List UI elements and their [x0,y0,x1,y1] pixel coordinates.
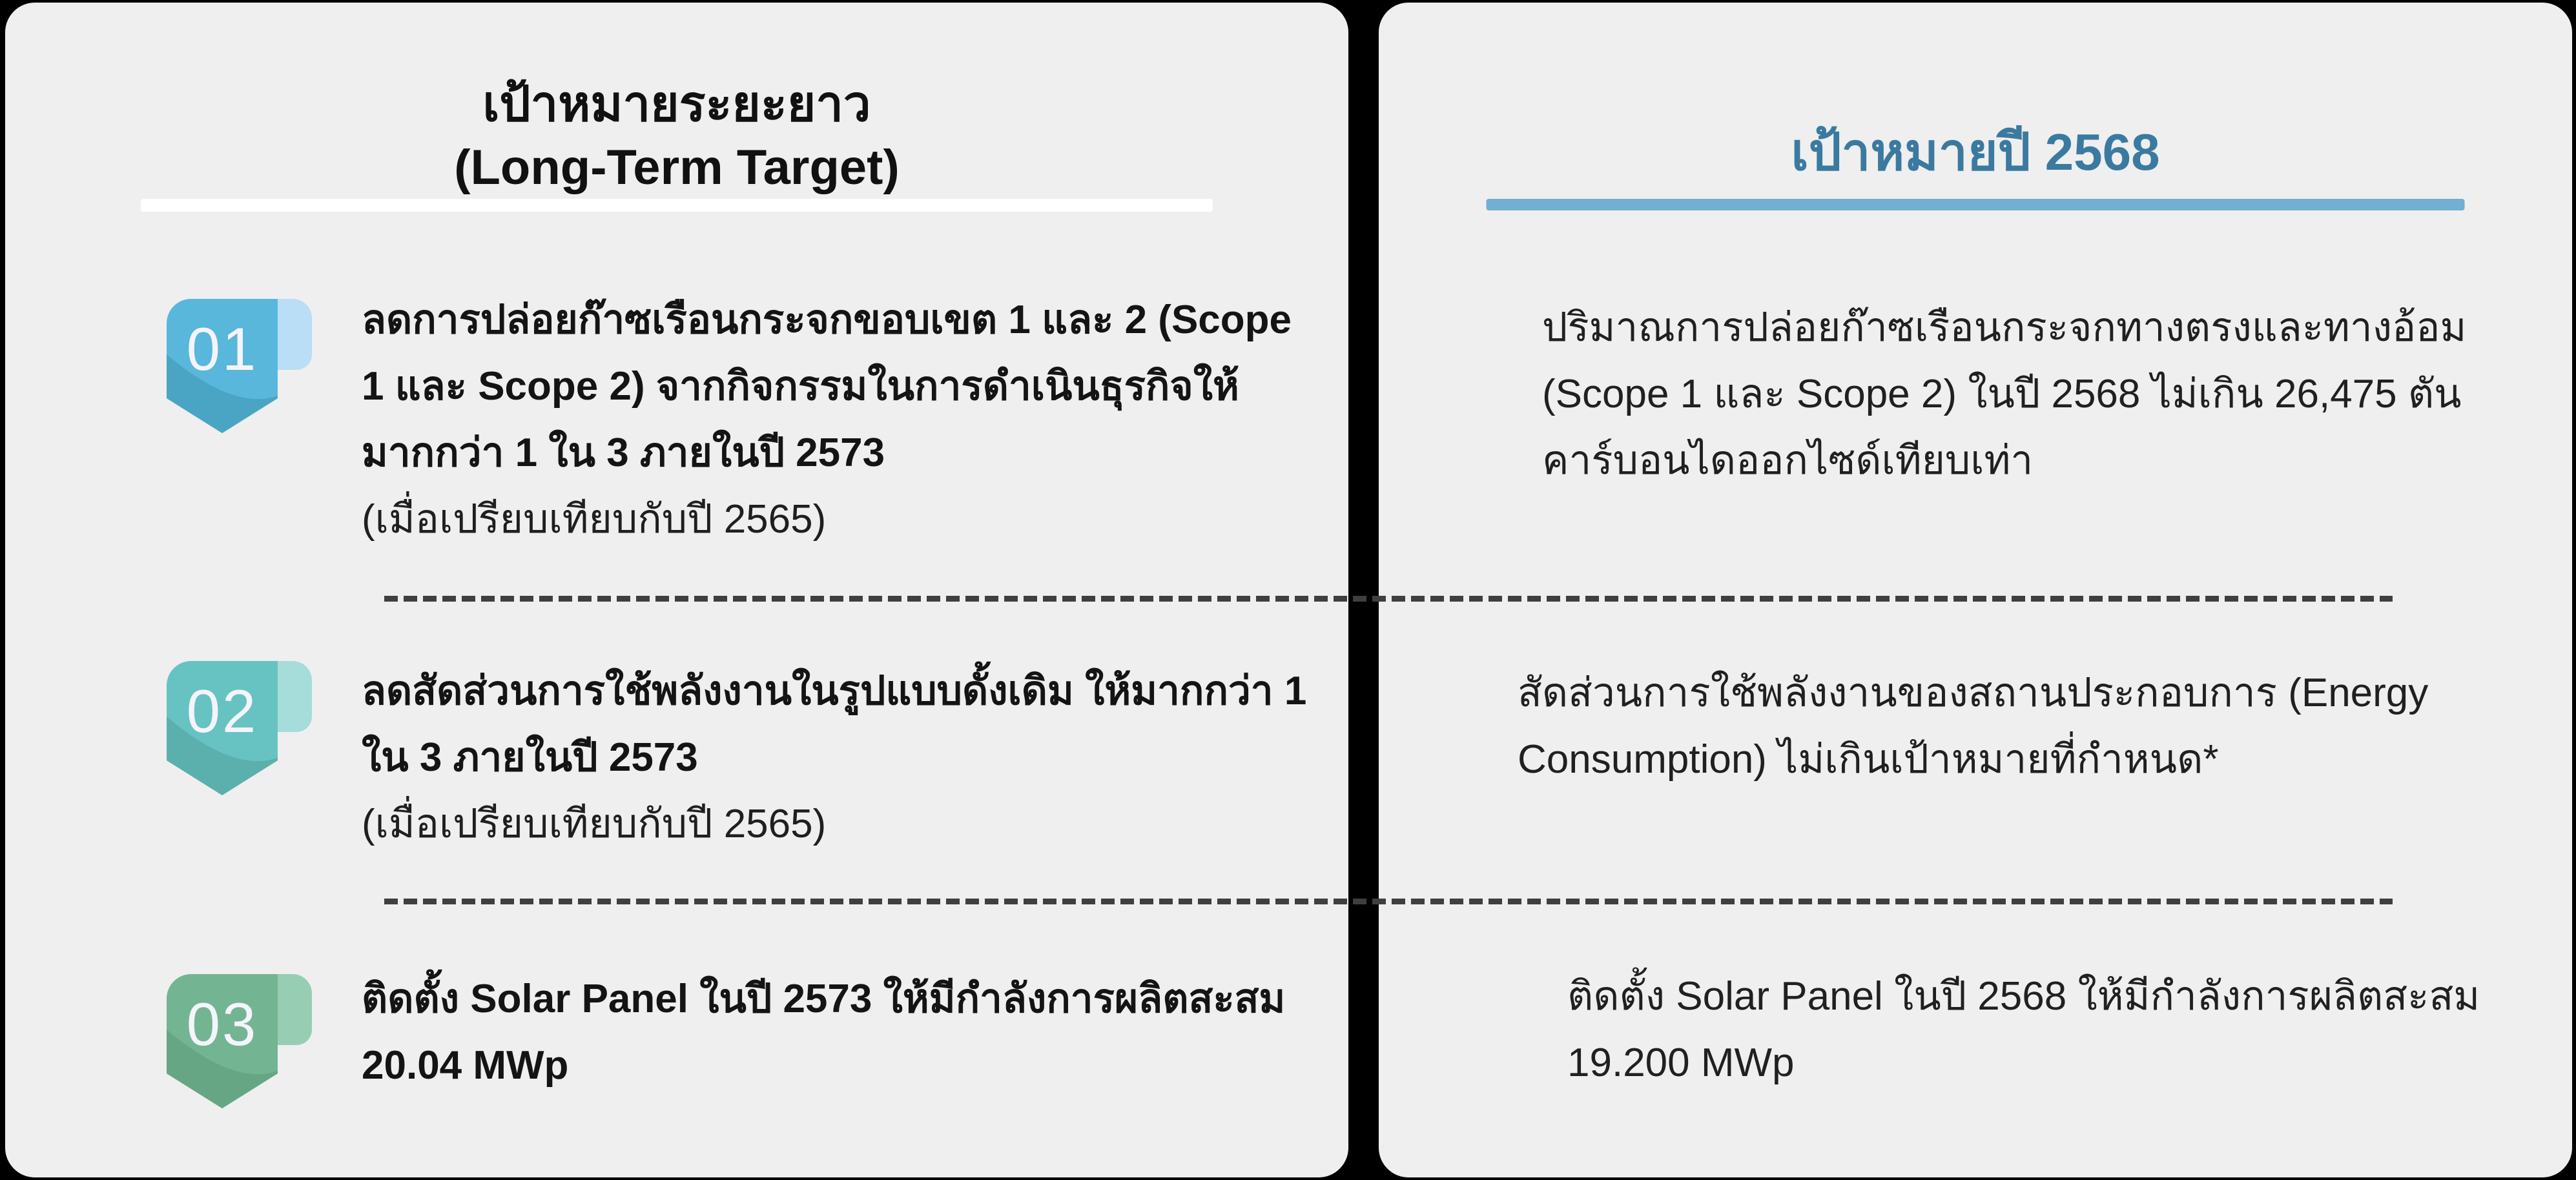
goal-item-3 [362,966,1321,1099]
left-panel-title [5,73,1348,199]
bookmark-ribbon-icon-02 [163,657,312,796]
left-title-underline [141,199,1213,212]
long-term-target-panel [5,3,1348,1177]
target-text-2: สัดส่วนการใช้พลังงานของสถานประกอบการ (Energy Consumption) ไม่เกินเป้าหมายที่กำหนด* [1518,671,2429,782]
left-title-line2: (Long-Term Target) [454,139,900,195]
goal-item-2 [362,658,1321,857]
goal-text-3: ติดตั้ง Solar Panel ในปี 2573 ให้มีกำลังการผลิตสะสม 20.04 MWp [362,977,1286,1088]
comparison-note-2: (เมื่อเปรียบเทียบกับปี 2565) [362,802,827,846]
goal-item-1 [362,287,1321,553]
goal-text-1: ลดการปล่อยก๊าซเรือนกระจกขอบเขต 1 และ 2 (Scope 1 และ Scope 2) จากกิจกรรมในการดำเนินธุรกิจให้มากกว่า 1 ใน 3 ภายในปี 2573 [362,298,1292,475]
goal-text-2: ลดสัดส่วนการใช้พลังงานในรูปแบบดั้งเดิม ให้มากกว่า 1 ใน 3 ภายในปี 2573 [362,669,1307,780]
badge-number-03: 03 [186,990,258,1058]
bookmark-ribbon-icon-01 [163,295,312,434]
badge-number-02: 02 [186,677,258,745]
target-text-3: ติดตั้ง Solar Panel ในปี 2568 ให้มีกำลังการผลิตสะสม 19.200 MWp [1567,974,2480,1085]
right-panel-title: เป้าหมายปี 2568 [1791,123,2160,181]
target-text-1: ปริมาณการปล่อยก๊าซเรือนกระจกทางตรงและทางอ้อม (Scope 1 และ Scope 2) ในปี 2568 ไม่เกิน 26,475 ตันคาร์บอนไดออกไซด์เทียบเท่า [1542,305,2467,483]
left-title-line1: เป้าหมายระยะยาว [482,76,871,132]
bookmark-ribbon-icon-03 [163,970,312,1109]
target-2568-panel [1379,3,2572,1177]
comparison-note-1: (เมื่อเปรียบเทียบกับปี 2565) [362,497,827,542]
row-divider-2 [384,899,2393,904]
badge-number-01: 01 [186,315,258,383]
row-divider-1 [384,596,2393,602]
right-title-underline [1487,199,2465,210]
